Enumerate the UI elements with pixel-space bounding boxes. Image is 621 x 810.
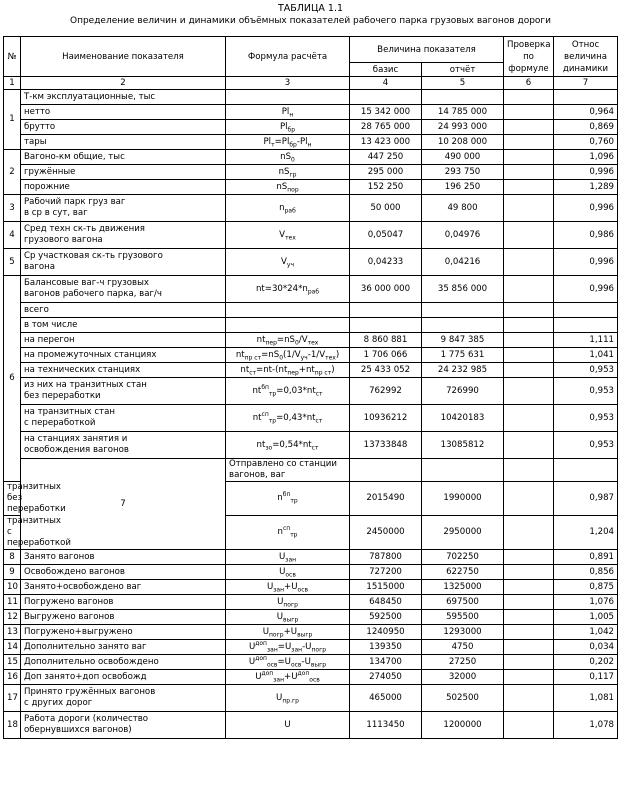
indicator-name: Выгружено вагонов <box>21 610 226 625</box>
value-report: 32000 <box>422 670 504 685</box>
value-base: 13 423 000 <box>350 135 422 150</box>
check-cell <box>504 405 554 432</box>
value-report <box>422 90 504 105</box>
header-col-number: 4 <box>350 77 422 90</box>
check-cell <box>504 195 554 222</box>
value-report: 35 856 000 <box>422 276 504 303</box>
value-base: 8 860 881 <box>350 333 422 348</box>
indicator-name: Сред техн ск-ть движения грузового вагона <box>21 222 226 249</box>
indicator-name: Работа дороги (количество обернувшихся вагонов) <box>21 712 226 739</box>
value-report: 2950000 <box>422 516 504 550</box>
dynamics-value: 0,760 <box>554 135 618 150</box>
header-col-number: 1 <box>4 77 21 90</box>
table-row <box>4 165 618 180</box>
indicator-name: Занято+освобождено ваг <box>21 580 226 595</box>
formula: $U_{выгр}$ <box>226 610 350 625</box>
dynamics-value: 1,041 <box>554 348 618 363</box>
row-number: 15 <box>4 655 21 670</box>
indicator-name: Освобождено вагонов <box>21 565 226 580</box>
check-cell <box>504 222 554 249</box>
value-base: 139350 <box>350 640 422 655</box>
dynamics-value: 1,078 <box>554 712 618 739</box>
check-cell <box>504 120 554 135</box>
indicator-name: транзитных с переработкой <box>4 516 21 550</box>
dynamics-value: 0,996 <box>554 165 618 180</box>
formula: $nS_{пор}$ <box>226 180 350 195</box>
indicator-name: гружённые <box>21 165 226 180</box>
value-base: 134700 <box>350 655 422 670</box>
indicator-name: Рабочий парк груз ваг в ср в сут, ваг <box>21 195 226 222</box>
formula: $Pl_т=Pl_{бр}-Pl_н$ <box>226 135 350 150</box>
value-base: 36 000 000 <box>350 276 422 303</box>
check-cell <box>504 432 554 459</box>
value-report: 9 847 385 <box>422 333 504 348</box>
table-row <box>4 610 618 625</box>
table-row <box>4 432 618 459</box>
check-cell <box>504 712 554 739</box>
table-label: ТАБЛИЦА 1.1 <box>277 3 344 14</box>
check-cell <box>504 303 554 318</box>
value-base: 25 433 052 <box>350 363 422 378</box>
formula <box>226 303 350 318</box>
row-number: 11 <box>4 595 21 610</box>
indicator-name: всего <box>21 303 226 318</box>
indicator-name: на станциях занятия и освобождения вагонов <box>21 432 226 459</box>
value-base: 152 250 <box>350 180 422 195</box>
dynamics-value: 0,953 <box>554 363 618 378</box>
header-formula: Формула расчёта <box>226 37 350 77</box>
dynamics-value: 0,202 <box>554 655 618 670</box>
value-base: 592500 <box>350 610 422 625</box>
check-cell <box>504 105 554 120</box>
row-number: 1 <box>4 90 21 150</box>
check-cell <box>504 565 554 580</box>
header-report: отчёт <box>422 63 504 77</box>
indicator-name: из них на транзитных стан без переработки <box>21 378 226 405</box>
value-base: 2450000 <box>350 516 422 550</box>
header-col-number: 5 <box>422 77 504 90</box>
check-cell <box>504 318 554 333</box>
value-base: 447 250 <box>350 150 422 165</box>
row-number: 12 <box>4 610 21 625</box>
formula: $U_{погр}+U_{выгр}$ <box>226 625 350 640</box>
value-base: 10936212 <box>350 405 422 432</box>
indicator-name: Вагоно-км общие, тыс <box>21 150 226 165</box>
formula: $U^{доп}_{осв}=U_{осв}-U_{выгр}$ <box>226 655 350 670</box>
value-report <box>422 303 504 318</box>
table-row <box>4 180 618 195</box>
value-report: 24 232 985 <box>422 363 504 378</box>
dynamics-value: 0,964 <box>554 105 618 120</box>
dynamics-value: 0,891 <box>554 550 618 565</box>
value-report: 49 800 <box>422 195 504 222</box>
row-number: 9 <box>4 565 21 580</box>
dynamics-value <box>554 303 618 318</box>
indicator-name: на промежуточных станциях <box>21 348 226 363</box>
row-number: 17 <box>4 685 21 712</box>
dynamics-value: 0,996 <box>554 249 618 276</box>
formula: $U_{зан}+U_{осв}$ <box>226 580 350 595</box>
row-number: 5 <box>4 249 21 276</box>
check-cell <box>504 640 554 655</box>
dynamics-value: 0,117 <box>554 670 618 685</box>
indicator-name: Погружено+выгружено <box>21 625 226 640</box>
value-report: 10420183 <box>422 405 504 432</box>
check-cell <box>504 595 554 610</box>
dynamics-value: 1,111 <box>554 333 618 348</box>
formula: $Pl_{бр}$ <box>226 120 350 135</box>
value-report: 622750 <box>422 565 504 580</box>
indicator-name: тары <box>21 135 226 150</box>
dynamics-value: 0,034 <box>554 640 618 655</box>
dynamics-value: 0,869 <box>554 120 618 135</box>
value-report: 490 000 <box>422 150 504 165</box>
indicator-name: Дополнительно занято ваг <box>21 640 226 655</box>
value-report: 0,04216 <box>422 249 504 276</box>
dynamics-value <box>554 90 618 105</box>
table-row <box>4 685 618 712</box>
value-base: 50 000 <box>350 195 422 222</box>
header-col-number: 7 <box>554 77 618 90</box>
check-cell <box>504 180 554 195</box>
formula: $U_{пр.гр}$ <box>226 685 350 712</box>
formula: $n_{раб}$ <box>226 195 350 222</box>
table-row <box>4 105 618 120</box>
check-cell <box>504 625 554 640</box>
check-cell <box>504 135 554 150</box>
table-row <box>4 405 618 432</box>
row-number: 8 <box>4 550 21 565</box>
value-report: 1200000 <box>422 712 504 739</box>
row-number: 3 <box>4 195 21 222</box>
value-report: 726990 <box>422 378 504 405</box>
value-report: 13085812 <box>422 432 504 459</box>
formula: $nt_{пер}=nS_0/V_{тех}$ <box>226 333 350 348</box>
dynamics-value: 1,096 <box>554 150 618 165</box>
dynamics-value <box>554 318 618 333</box>
value-base: 13733848 <box>350 432 422 459</box>
formula: $U_{зан}$ <box>226 550 350 565</box>
header-base: базис <box>350 63 422 77</box>
indicator-name: нетто <box>21 105 226 120</box>
table-row <box>4 195 618 222</box>
value-base <box>350 318 422 333</box>
dynamics-value: 1,042 <box>554 625 618 640</box>
row-number: 18 <box>4 712 21 739</box>
value-report: 4750 <box>422 640 504 655</box>
value-base: 1240950 <box>350 625 422 640</box>
check-cell <box>504 249 554 276</box>
indicator-name: Принято гружённых вагонов с других дорог <box>21 685 226 712</box>
formula: $V_{тех}$ <box>226 222 350 249</box>
indicator-name: Погружено вагонов <box>21 595 226 610</box>
table-row <box>4 378 618 405</box>
check-cell <box>504 150 554 165</box>
check-cell <box>504 333 554 348</box>
formula <box>226 318 350 333</box>
value-report: 24 993 000 <box>422 120 504 135</box>
value-base: 465000 <box>350 685 422 712</box>
value-base: 762992 <box>350 378 422 405</box>
check-cell <box>504 580 554 595</box>
row-number: 13 <box>4 625 21 640</box>
check-cell <box>504 670 554 685</box>
check-cell <box>504 516 554 550</box>
check-cell <box>504 655 554 670</box>
formula: $n^{бп}_{тр}$ <box>226 482 350 516</box>
indicator-name: порожние <box>21 180 226 195</box>
check-cell <box>504 482 554 516</box>
table-row <box>4 550 618 565</box>
value-base: 1 706 066 <box>350 348 422 363</box>
indicator-name: на перегон <box>21 333 226 348</box>
dynamics-value: 1,081 <box>554 685 618 712</box>
value-report: 27250 <box>422 655 504 670</box>
header-value-group: Величина показателя <box>350 37 504 63</box>
table-row <box>4 670 618 685</box>
dynamics-value: 0,986 <box>554 222 618 249</box>
table-row <box>4 640 618 655</box>
table-row <box>4 565 618 580</box>
dynamics-value: 0,856 <box>554 565 618 580</box>
table-row <box>4 459 618 482</box>
formula: $nS_{гр}$ <box>226 165 350 180</box>
dynamics-value: 0,875 <box>554 580 618 595</box>
table-row <box>4 135 618 150</box>
value-base <box>350 303 422 318</box>
row-number: 4 <box>4 222 21 249</box>
table-row <box>4 333 618 348</box>
dynamics-value: 1,204 <box>554 516 618 550</box>
row-number: 16 <box>4 670 21 685</box>
indicator-name: на технических станциях <box>21 363 226 378</box>
header-dynamics: Относ величина динамики <box>554 37 618 77</box>
value-report: 196 250 <box>422 180 504 195</box>
indicator-name: транзитных без переработки <box>4 482 21 516</box>
table-row <box>4 655 618 670</box>
header-col-number: 3 <box>226 77 350 90</box>
formula <box>226 90 350 105</box>
dynamics-value: 0,996 <box>554 276 618 303</box>
value-base: 0,04233 <box>350 249 422 276</box>
value-report: 1325000 <box>422 580 504 595</box>
formula <box>350 459 422 482</box>
value-base: 295 000 <box>350 165 422 180</box>
table-title: Определение величин и динамики объёмных показателей рабочего парка грузовых вагонов дороги <box>69 16 551 26</box>
indicator-name: Занято вагонов <box>21 550 226 565</box>
value-report: 14 785 000 <box>422 105 504 120</box>
dynamics-value: 1,005 <box>554 610 618 625</box>
row-number: 10 <box>4 580 21 595</box>
indicator-name: на транзитных стан с переработкой <box>21 405 226 432</box>
formula: $nt^{бп}_{тр}=0,03*nt_{ст}$ <box>226 378 350 405</box>
indicator-name: Т-км эксплуатационные, тыс <box>21 90 226 105</box>
formula: $U^{доп}_{зан}+U^{доп}_{осв}$ <box>226 670 350 685</box>
check-cell <box>504 378 554 405</box>
check-cell <box>504 165 554 180</box>
value-report: 10 208 000 <box>422 135 504 150</box>
value-report: 697500 <box>422 595 504 610</box>
value-base <box>422 459 504 482</box>
formula: $nt_{ст}=nt-(nt_{пер}+nt_{пр ст})$ <box>226 363 350 378</box>
dynamics-value: 0,996 <box>554 195 618 222</box>
dynamics-value: 0,953 <box>554 432 618 459</box>
indicator-name: в том числе <box>21 318 226 333</box>
table-row <box>4 249 618 276</box>
check-cell <box>554 459 618 482</box>
formula: $U_{осв}$ <box>226 565 350 580</box>
formula: $nt=30*24*n_{раб}$ <box>226 276 350 303</box>
table-row <box>4 222 618 249</box>
value-base: 648450 <box>350 595 422 610</box>
dynamics-value: 0,953 <box>554 405 618 432</box>
table-row <box>4 276 618 303</box>
value-base: 28 765 000 <box>350 120 422 135</box>
dynamics-value: 0,987 <box>554 482 618 516</box>
formula: $Pl_н$ <box>226 105 350 120</box>
table-row <box>4 712 618 739</box>
check-cell <box>504 610 554 625</box>
row-number: 2 <box>4 150 21 195</box>
dynamics-value: 1,289 <box>554 180 618 195</box>
check-cell <box>504 363 554 378</box>
check-cell <box>504 90 554 105</box>
value-report <box>504 459 554 482</box>
formula: U <box>226 712 350 739</box>
table-row <box>4 580 618 595</box>
value-base: 787800 <box>350 550 422 565</box>
indicator-name: Балансовые ваг-ч грузовых вагонов рабочего парка, ваг/ч <box>21 276 226 303</box>
table-row <box>4 363 618 378</box>
value-report: 1990000 <box>422 482 504 516</box>
indicator-name: Дополнительно освобождено <box>21 655 226 670</box>
formula: $V_{уч}$ <box>226 249 350 276</box>
row-number: 14 <box>4 640 21 655</box>
formula: $nt_{зо}=0,54*nt_{ст}$ <box>226 432 350 459</box>
table-row <box>4 318 618 333</box>
value-base: 727200 <box>350 565 422 580</box>
table-row <box>4 150 618 165</box>
dynamics-value: 0,953 <box>554 378 618 405</box>
value-report: 702250 <box>422 550 504 565</box>
row-number: 6 <box>4 276 21 482</box>
value-base <box>350 90 422 105</box>
formula: $nS_0$ <box>226 150 350 165</box>
header-col-number: 2 <box>21 77 226 90</box>
header-name: Наименование показателя <box>21 37 226 77</box>
value-base: 1515000 <box>350 580 422 595</box>
table-row <box>4 303 618 318</box>
formula: $nt_{пр ст}=nS_0(1/V_{уч}-1/V_{тех})$ <box>226 348 350 363</box>
header-num: № <box>4 37 21 77</box>
indicator-name: брутто <box>21 120 226 135</box>
indicator-name: Отправлено со станции вагонов, ваг <box>226 459 350 482</box>
indicators-table <box>3 36 618 739</box>
table-row <box>4 120 618 135</box>
check-cell <box>504 550 554 565</box>
table-row <box>4 625 618 640</box>
indicator-name: Ср участковая ск-ть грузового вагона <box>21 249 226 276</box>
row-number: 7 <box>21 459 226 550</box>
value-report: 1 775 631 <box>422 348 504 363</box>
value-report: 0,04976 <box>422 222 504 249</box>
value-base: 15 342 000 <box>350 105 422 120</box>
check-cell <box>504 348 554 363</box>
header-col-number: 6 <box>504 77 554 90</box>
formula: $U_{погр}$ <box>226 595 350 610</box>
value-report: 595500 <box>422 610 504 625</box>
value-report: 1293000 <box>422 625 504 640</box>
formula: $nt^{сп}_{тр}=0,43*nt_{ст}$ <box>226 405 350 432</box>
table-row <box>4 90 618 105</box>
formula: $U^{доп}_{зан}=U_{зан}-U_{погр}$ <box>226 640 350 655</box>
header-check: Проверка по формуле <box>504 37 554 77</box>
value-base: 1113450 <box>350 712 422 739</box>
check-cell <box>504 685 554 712</box>
table-row <box>4 348 618 363</box>
formula: $n^{сп}_{тр}$ <box>226 516 350 550</box>
table-row <box>4 595 618 610</box>
indicator-name: Доп занято+доп освобожд <box>21 670 226 685</box>
value-report: 502500 <box>422 685 504 712</box>
value-report <box>422 318 504 333</box>
value-base: 274050 <box>350 670 422 685</box>
check-cell <box>504 276 554 303</box>
value-base: 2015490 <box>350 482 422 516</box>
value-report: 293 750 <box>422 165 504 180</box>
dynamics-value: 1,076 <box>554 595 618 610</box>
value-base: 0,05047 <box>350 222 422 249</box>
